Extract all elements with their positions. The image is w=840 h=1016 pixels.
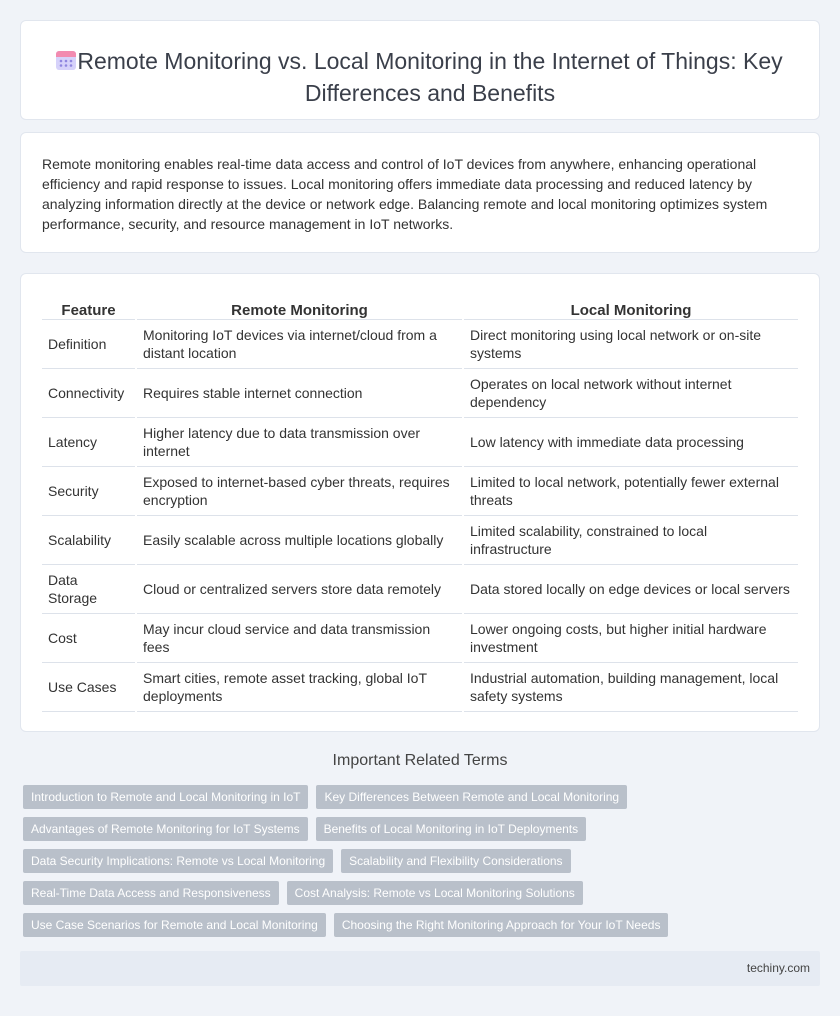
table-row	[42, 466, 798, 515]
local-cell: Industrial automation, building management, local safety systems	[463, 662, 798, 711]
local-cell: Data stored locally on edge devices or local servers	[463, 564, 798, 613]
related-term-tag[interactable]: Scalability and Flexibility Considerations	[341, 849, 570, 873]
local-cell: Lower ongoing costs, but higher initial hardware investment	[463, 613, 798, 662]
feature-cell: Data Storage	[42, 564, 136, 613]
remote-cell: May incur cloud service and data transmission fees	[136, 613, 463, 662]
comparison-table	[42, 295, 798, 712]
feature-cell: Scalability	[42, 515, 136, 564]
related-term-tag[interactable]: Advantages of Remote Monitoring for IoT Systems	[23, 817, 308, 841]
feature-cell: Security	[42, 466, 136, 515]
feature-cell: Cost	[42, 613, 136, 662]
feature-cell: Definition	[42, 319, 136, 368]
remote-cell: Monitoring IoT devices via internet/cloud from a distant location	[136, 319, 463, 368]
title-card	[20, 20, 820, 120]
table-row	[42, 613, 798, 662]
table-row	[42, 515, 798, 564]
table-header-row	[42, 295, 798, 319]
feature-cell: Use Cases	[42, 662, 136, 711]
footer	[20, 951, 820, 986]
related-term-tag[interactable]: Key Differences Between Remote and Local Monitoring	[316, 785, 627, 809]
local-cell: Direct monitoring using local network or on-site systems	[463, 319, 798, 368]
footer-site-link[interactable]: techiny.com	[746, 961, 810, 975]
header-local-monitoring: Local Monitoring	[463, 295, 798, 319]
table-row	[42, 564, 798, 613]
table-row	[42, 662, 798, 711]
feature-cell: Connectivity	[42, 368, 136, 417]
feature-cell: Latency	[42, 417, 136, 466]
local-cell: Limited scalability, constrained to local infrastructure	[463, 515, 798, 564]
intro-paragraph: Remote monitoring enables real-time data access and control of IoT devices from anywhere, enhancing operational efficiency and rapid response to issues. Local monitoring offers immediate data processing and reduced latency by analyzing information directly at the device or network edge. Balancing remote and local monitoring optimizes system performance, security, and resource management in IoT networks.	[42, 156, 768, 232]
related-terms-list	[23, 785, 823, 945]
header-feature: Feature	[42, 295, 136, 319]
remote-cell: Smart cities, remote asset tracking, global IoT deployments	[136, 662, 463, 711]
header-remote-monitoring: Remote Monitoring	[136, 295, 463, 319]
related-terms-heading: Important Related Terms	[332, 752, 508, 769]
related-term-tag[interactable]: Introduction to Remote and Local Monitoring in IoT	[23, 785, 308, 809]
remote-cell: Cloud or centralized servers store data remotely	[136, 564, 463, 613]
local-cell: Low latency with immediate data processing	[463, 417, 798, 466]
remote-cell: Higher latency due to data transmission over internet	[136, 417, 463, 466]
page-title: Remote Monitoring vs. Local Monitoring in the Internet of Things: Key Differences and Benefits	[77, 48, 783, 106]
related-term-tag[interactable]: Benefits of Local Monitoring in IoT Deployments	[316, 817, 587, 841]
remote-cell: Exposed to internet-based cyber threats, requires encryption	[136, 466, 463, 515]
related-term-tag[interactable]: Data Security Implications: Remote vs Local Monitoring	[23, 849, 333, 873]
table-row	[42, 319, 798, 368]
local-cell: Limited to local network, potentially fewer external threats	[463, 466, 798, 515]
remote-cell: Easily scalable across multiple locations globally	[136, 515, 463, 564]
remote-cell: Requires stable internet connection	[136, 368, 463, 417]
table-row	[42, 368, 798, 417]
related-term-tag[interactable]: Real-Time Data Access and Responsiveness	[23, 881, 279, 905]
related-term-tag[interactable]: Cost Analysis: Remote vs Local Monitoring Solutions	[287, 881, 583, 905]
table-row	[42, 417, 798, 466]
related-term-tag[interactable]: Use Case Scenarios for Remote and Local Monitoring	[23, 913, 326, 937]
intro-card	[20, 132, 820, 253]
local-cell: Operates on local network without internet dependency	[463, 368, 798, 417]
related-term-tag[interactable]: Choosing the Right Monitoring Approach for Your IoT Needs	[334, 913, 669, 937]
comparison-table-card	[20, 273, 820, 732]
